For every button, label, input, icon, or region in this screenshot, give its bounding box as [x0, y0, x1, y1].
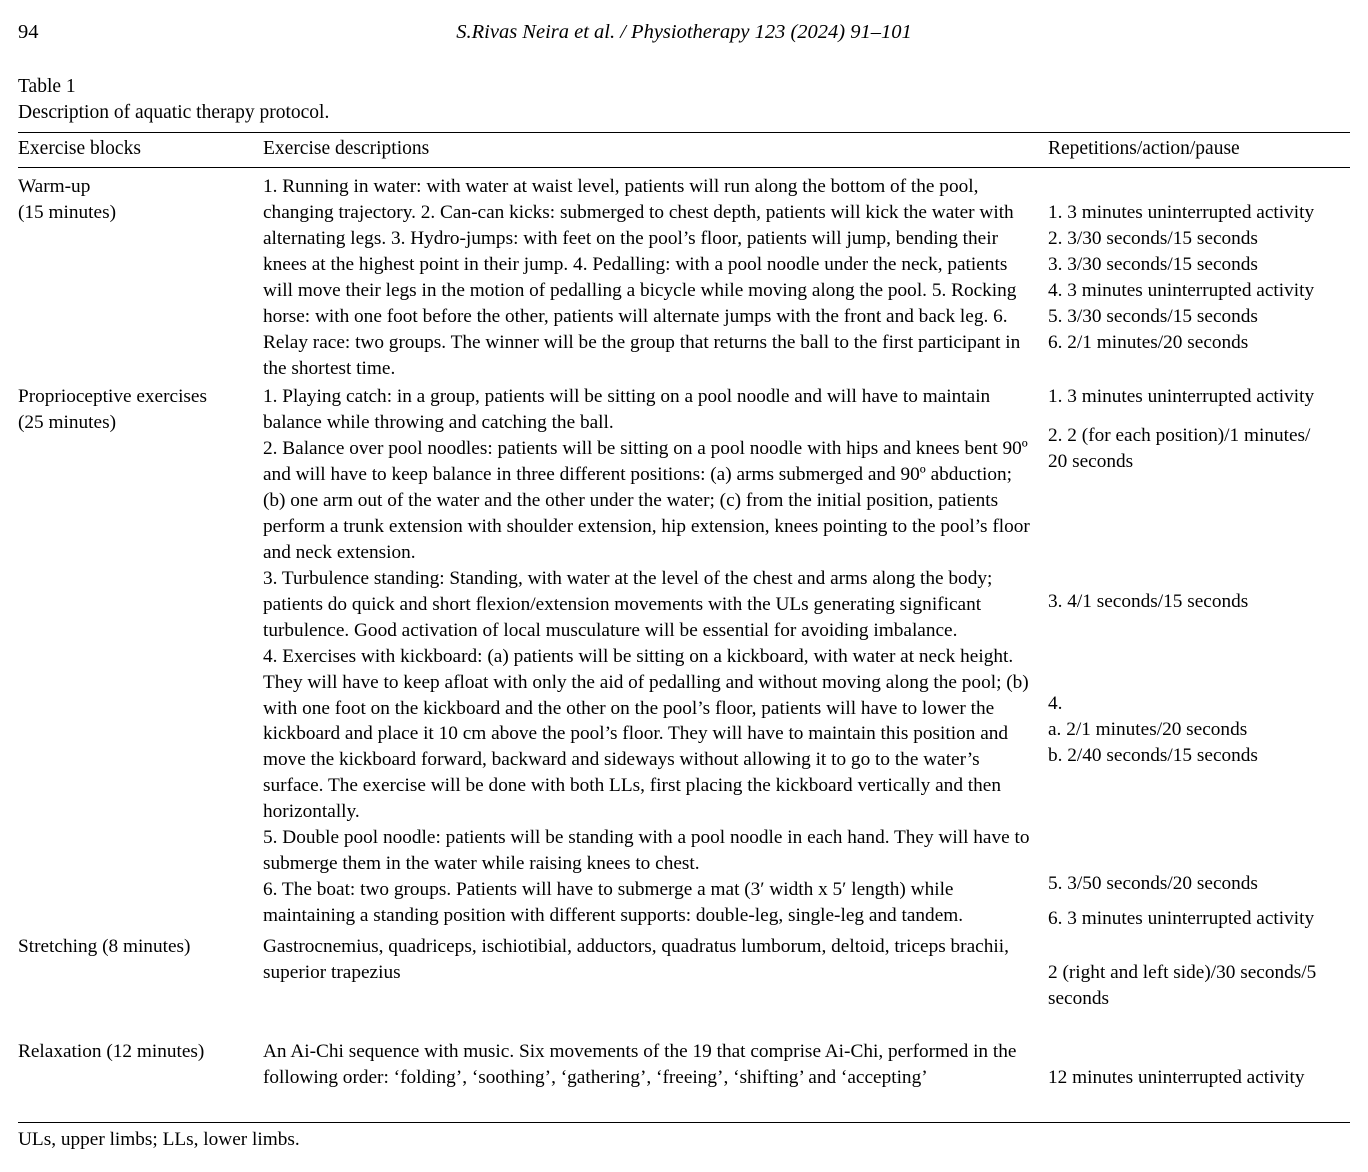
- description-paragraph: 4. Exercises with kickboard: (a) patients will be sitting on a kickboard, with water at neck height. They will have to keep afloat with only the aid of pedalling and without moving along the pool; (b) with one foot on the kickboard and the other on the pool’s floor, patients will have to lower the kickboard and place it 10 cm above the pool’s floor. They will have to maintain this position and move the kickboard forward, backward and sideways without allowing it to go to the water’s surface. The exercise will be done with both LLs, first placing the kickboard vertically and then horizontally.: [263, 645, 1029, 823]
- repetition-entry: 1. 3 minutes uninterrupted activity 2. 3/30 seconds/15 seconds 3. 3/30 seconds/15 seconds 4. 3 minutes uninterrupted activity 5. 3/30 seconds/15 seconds 6. 2/1 minutes/20 seconds: [1048, 202, 1315, 354]
- description-paragraph: 2. Balance over pool noodles: patients will be sitting on a pool noodle with hips and knees bent 90º and will have to keep balance in three different positions: (a) arms submerged and 90º abduction; (b) one arm out of the water and the other under the water; (c) from the initial position, patients perform a trunk extension with shoulder extension, hip extension, knees pointing to the pool’s floor and neck extension.: [263, 438, 1030, 563]
- table-row: [18, 933, 1350, 1039]
- description-paragraph: 3. Turbulence standing: Standing, with water at the level of the chest and arms along the body; patients do quick and short flexion/extension movements with the ULs generating significant turbulence. Good activation of local musculature will be essential for avoiding imbalance.: [263, 567, 993, 641]
- column-header-exercise-blocks: Exercise blocks: [18, 133, 263, 168]
- spacer: [1048, 475, 1340, 589]
- repetition-entry: 2 (right and left side)/30 seconds/5 seconds: [1048, 961, 1317, 1009]
- running-head: [18, 16, 1350, 56]
- column-header-repetitions: Repetitions/action/pause: [1048, 133, 1350, 168]
- row-description: [263, 383, 1048, 933]
- spacer: [1048, 615, 1340, 691]
- table-label: Table 1: [18, 76, 76, 97]
- table-caption: Description of aquatic therapy protocol.: [18, 101, 330, 123]
- repetition-entry: 3. 4/1 seconds/15 seconds: [1048, 590, 1249, 612]
- description-paragraph: Gastrocnemius, quadriceps, ischiotibial, adductors, quadratus lumborum, deltoid, triceps brachii, superior trapezius: [263, 935, 1009, 983]
- repetition-entry: 6. 3 minutes uninterrupted activity: [1048, 907, 1315, 929]
- spacer: [1048, 410, 1340, 423]
- row-block-name: Warm-up (15 minutes): [18, 176, 116, 224]
- row-block-name: Stretching (8 minutes): [18, 935, 191, 957]
- row-block-name: Proprioceptive exercises (25 minutes): [18, 386, 207, 434]
- description-paragraph: 5. Double pool noodle: patients will be standing with a pool noodle in each hand. They will have to submerge them in the water while raising knees to chest.: [263, 827, 1030, 875]
- description-paragraph: An Ai-Chi sequence with music. Six movements of the 19 that comprise Ai-Chi, performed in the following order: ‘folding’, ‘soothing’, ‘gathering’, ‘freeing’, ‘shifting’ and ‘accepting’: [263, 1041, 1017, 1089]
- table-row: [18, 383, 1350, 933]
- row-block-name: Relaxation (12 minutes): [18, 1041, 205, 1063]
- description-paragraph: 1. Running in water: with water at waist level, patients will run along the bottom of the pool, changing trajectory. 2. Can-can kicks: submerged to chest depth, patients will kick the water with alternating legs. 3. Hydro-jumps: with feet on the pool’s floor, patients will jump, bending their knees at the highest point in their jump. 4. Pedalling: with a pool noodle under the neck, patients will move their legs in the motion of pedalling a bicycle while moving along the pool. 5. Rocking horse: with one foot before the other, patients will alternate jumps with the front and back leg. 6. Relay race: two groups. The winner will be the group that returns the ball to the first participant in the shortest time.: [263, 176, 1021, 380]
- spacer: [1048, 897, 1340, 906]
- column-header-exercise-descriptions: Exercise descriptions: [263, 133, 1048, 168]
- repetition-entry: 1. 3 minutes uninterrupted activity: [1048, 386, 1315, 408]
- repetition-entry: 4. a. 2/1 minutes/20 seconds b. 2/40 seconds/15 seconds: [1048, 692, 1258, 766]
- row-repetitions: [1048, 383, 1350, 933]
- description-paragraph: 1. Playing catch: in a group, patients will be sitting on a pool noodle and will have to maintain balance while throwing and catching the ball.: [263, 386, 991, 434]
- table-row: [18, 168, 1350, 383]
- row-repetitions: [1048, 933, 1350, 1039]
- table-header-row: [18, 133, 1350, 168]
- spacer: [1048, 769, 1340, 871]
- page-number: 94: [18, 21, 39, 43]
- table-row: [18, 1038, 1350, 1122]
- row-description: [263, 933, 1048, 1039]
- repetition-entry: 2. 2 (for each position)/1 minutes/ 20 seconds: [1048, 425, 1311, 472]
- journal-citation: S.Rivas Neira et al. / Physiotherapy 123 (2024) 91–101: [456, 21, 912, 43]
- table-footnote: ULs, upper limbs; LLs, lower limbs.: [18, 1129, 300, 1151]
- row-description: [263, 168, 1048, 383]
- row-description: [263, 1038, 1048, 1122]
- repetition-entry: 5. 3/50 seconds/20 seconds: [1048, 872, 1258, 894]
- row-repetitions: [1048, 168, 1350, 383]
- description-paragraph: 6. The boat: two groups. Patients will have to submerge a mat (3′ width x 5′ length) while maintaining a standing position with different supports: double-leg, single-leg and tandem.: [263, 879, 964, 927]
- repetition-entry: 12 minutes uninterrupted activity: [1048, 1067, 1305, 1089]
- protocol-table: [18, 132, 1350, 1122]
- row-repetitions: [1048, 1038, 1350, 1122]
